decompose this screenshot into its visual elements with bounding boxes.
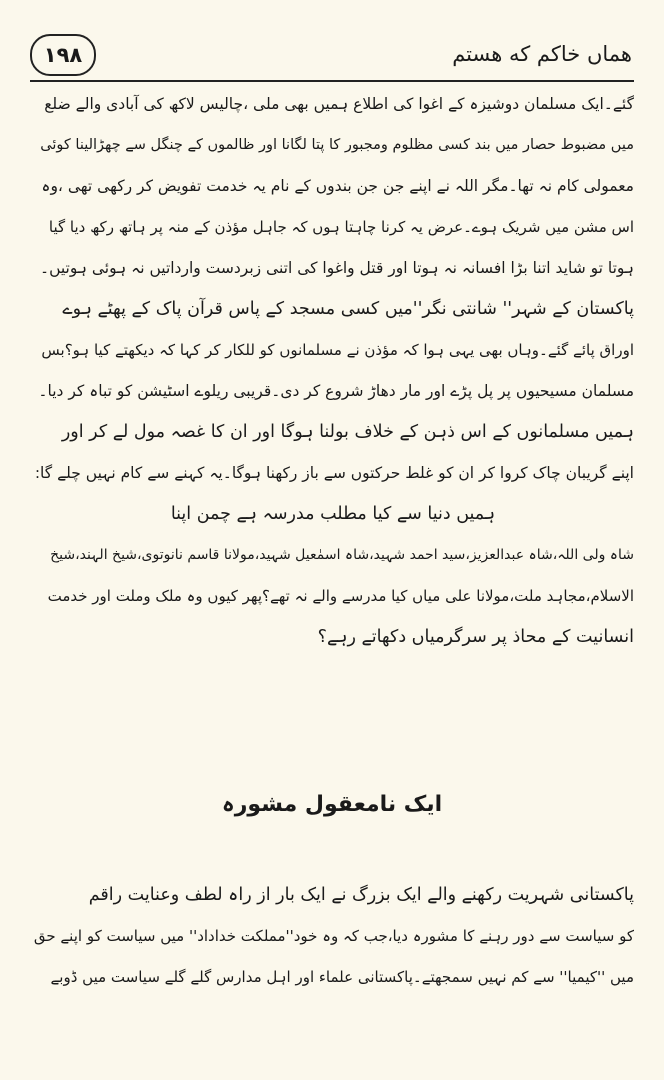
page-number: ۱۹۸ xyxy=(30,34,96,76)
text-line: میں مضبوط حصار میں بند کسی مظلوم ومجبور کا پتا لگانا اور ظالموں کے چنگل سے چھڑالینا کوئی xyxy=(40,137,634,153)
text-line: ہمیں مسلمانوں کے اس ذہن کے خلاف بولنا ہوگا اور ان کا غصہ مول لے کر اور xyxy=(61,422,634,442)
paragraph-4 xyxy=(32,535,634,658)
text-line: اپنے گریبان چاک کروا کر ان کو غلط حرکتوں سے باز رکھنا ہوگا۔یہ کہنے سے کام نہیں چلے گا: xyxy=(34,464,634,482)
page-body xyxy=(32,84,634,658)
paragraph-2 xyxy=(32,289,634,412)
text-line: پاکستانی شہریت رکھنے والے ایک بزرگ نے ایک بار از راہ لطف وعنایت راقم xyxy=(88,885,634,905)
text-line: مسلمان مسیحیوں پر پل پڑے اور مار دھاڑ شروع کر دی۔قریبی ریلوے اسٹیشن کو تباہ کر دیا۔ xyxy=(38,382,634,400)
text-line: پاکستان کے شہر'' شانتی نگر''میں کسی مسجد کے پاس قرآن پاک کے پھٹے ہوے xyxy=(62,299,634,319)
paragraph-1 xyxy=(32,84,634,289)
text-line: کو سیاست سے دور رہنے کا مشورہ دیا،جب کہ وہ خود''مملکت خداداد'' میں سیاست کو اپنے حق xyxy=(33,927,634,945)
book-title: هماں خاکم که هستم xyxy=(452,42,632,66)
text-line: اوراق پائے گئے۔وہاں بھی یہی ہوا کہ مؤذن نے مسلمانوں کو للکار کر کہا کہ دیکھتے کیا ہو؟بس xyxy=(41,341,634,359)
text-line: معمولی کام نہ تھا۔مگر اللہ نے اپنے جن جن بندوں کے نام یہ خدمت تفویض کر رکھی تھی ،وہ xyxy=(41,177,634,195)
text-line: انسانیت کے محاذ پر سرگرمیاں دکھاتے رہے؟ xyxy=(317,627,634,647)
paragraph-5 xyxy=(32,875,634,998)
text-line: گئے۔ایک مسلمان دوشیزہ کے اغوا کی اطلاع ہمیں بھی ملی ،چالیس لاکھ کی آبادی والے ضلع xyxy=(44,95,634,113)
page-header xyxy=(30,34,634,82)
text-line: میں ''کیمیا'' سے کم نہیں سمجھتے۔پاکستانی علماء اور اہل مدارس گلے گلے سیاست میں ڈوبے xyxy=(50,968,634,986)
text-line: اس مشن میں شریک ہوے۔عرض یہ کرنا چاہتا ہوں کہ جاہل مؤذن کے منہ پر ہاتھ رکھ دیا گیا xyxy=(48,218,634,236)
text-line: الاسلام،مجاہد ملت،مولانا علی میاں کیا مدرسے والے نہ تھے؟پھر کیوں وہ ملک وملت اور خدمت xyxy=(47,587,634,605)
paragraph-3 xyxy=(32,412,634,494)
verse-line: ہمیں دنیا سے کیا مطلب مدرسہ ہے چمن اپنا xyxy=(170,504,496,524)
text-line: ہوتا تو شاید اتنا بڑا افسانہ نہ ہوتا اور قتل واغوا کی اتنی زبردست وارداتیں نہ ہوئی ہوتیں۔ xyxy=(40,259,634,277)
section-heading: ایک نامعقول مشورہ xyxy=(221,792,443,817)
text-line: شاہ ولی اللہ،شاہ عبدالعزیز،سید احمد شہید،شاہ اسمٰعیل شہید،مولانا قاسم نانوتوی،شیخ الہند،شیخ xyxy=(50,547,634,563)
